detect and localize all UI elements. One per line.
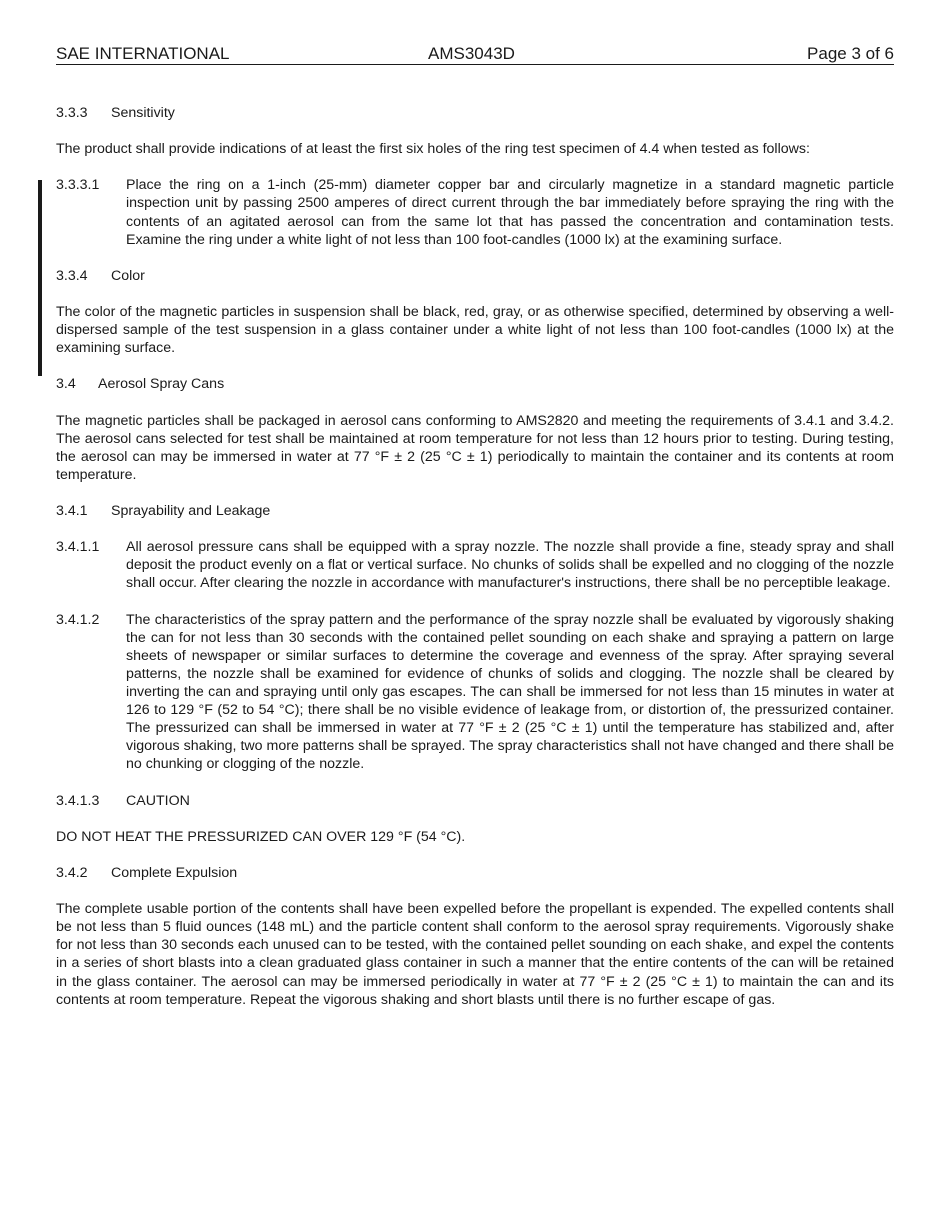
subsection-text: Place the ring on a 1-inch (25-mm) diameter copper bar and circularly magnetize in a standard magnetic particle inspection unit by passing 2500 amperes of direct current through the bar immediately before spraying the ring with the contents of an agitated aerosol can from the same lot that has passed the concentration and contamination tests. Examine the ring under a white light of not less than 100 foot-candles (1000 lx) at the examining surface.	[126, 177, 894, 248]
section-number: 3.4.1	[56, 503, 88, 520]
caution-text: DO NOT HEAT THE PRESSURIZED CAN OVER 129 °F (54 °C).	[56, 828, 466, 845]
subsection-text: The characteristics of the spray pattern and the performance of the spray nozzle shall be evaluated by vigorously shaking the can for not less than 30 seconds with the contained pellet sounding on each shake and spraying a pattern on large sheets of newspaper or similar surfaces to determine the coverage and evenness of the spray. After spraying several patterns, the nozzle shall be examined for evidence of chunks of solids and clogging. The nozzle shall be cleared by inverting the can and spraying until only gas escapes. The can shall be immersed for not less than 15 minutes in water at 126 to 129 °F (52 to 54 °C); there shall be no visible evidence of leakage from, or distortion of, the pressurized container. The pressurized can shall be immersed in water at 77 °F ± 2 (25 °C ± 1) until the temperature has stabilized and, after vigorous shaking, two more patterns shall be sprayed. The spray characteristics shall not have changed and there shall be no chunking or clogging of the nozzle.	[126, 611, 894, 773]
section-heading-3-3-4	[56, 267, 894, 285]
section-heading-3-4-1	[56, 502, 894, 520]
section-number: 3.4.1.1	[56, 539, 100, 556]
section-title: Color	[111, 267, 145, 284]
section-title: Complete Expulsion	[111, 864, 238, 881]
section-number: 3.4.1.2	[56, 611, 100, 628]
section-number: 3.4	[56, 376, 76, 393]
paragraph-3-4: The magnetic particles shall be packaged in aerosol cans conforming to AMS2820 and meeting the requirements of 3.4.1 and 3.4.2. The aerosol cans selected for test shall be maintained at room temperature for not less than 12 hours prior to testing. During testing, the aerosol can may be immersed in water at 77 °F ± 2 (25 °C ± 1) periodically to maintain the container and its contents at room temperature.	[56, 412, 894, 483]
header-document-id: AMS3043D	[428, 44, 515, 63]
section-number: 3.3.3.1	[56, 177, 100, 194]
section-title: Sensitivity	[111, 105, 175, 121]
section-title: Aerosol Spray Cans	[98, 376, 225, 393]
section-number: 3.4.2	[56, 864, 88, 881]
document-body	[56, 104, 894, 1027]
subsection-3-4-1-2	[56, 611, 894, 774]
section-number: 3.3.3	[56, 105, 88, 121]
subsection-3-4-1-1	[56, 538, 894, 592]
header-page-number: Page 3 of 6	[807, 44, 894, 63]
section-title: Sprayability and Leakage	[111, 503, 271, 520]
paragraph-3-4-2: The complete usable portion of the contents shall have been expelled before the propellant is expended. The expelled contents shall be not less than 5 fluid ounces (148 mL) and the particle content shall conform to the aerosol spray requirements. Vigorously shake for not less than 30 seconds each unused can to be tested, with the contained pellet sounding on each shake, and expel the contents in a series of short blasts into a clean graduated glass container in such a manner that the entire contents of the can will be retained in the glass container. The aerosol can may be immersed periodically in water at 77 °F ± 2 (25 °C ± 1) to maintain the can and its contents at room temperature. Repeat the vigorous shaking and short blasts until there is no further escape of gas.	[56, 901, 894, 1008]
section-number: 3.3.4	[56, 267, 88, 284]
section-heading-3-4-1-3	[56, 792, 894, 810]
page-header	[56, 44, 894, 65]
subsection-text: All aerosol pressure cans shall be equipped with a spray nozzle. The nozzle shall provide a fine, steady spray and shall deposit the product evenly on a flat or vertical surface. No chunks of solids shall be expelled and no clogging of the nozzle shall occur. After clearing the nozzle in accordance with manufacturer's instructions, there shall be no perceptible leakage.	[126, 539, 894, 592]
revision-change-bar	[38, 180, 42, 376]
paragraph-3-3-4: The color of the magnetic particles in suspension shall be black, red, gray, or as otherwise specified, determined by observing a well-dispersed sample of the test suspension in a glass container under a white light of not less than 100 foot-candles (1000 lx) at the examining surface.	[56, 304, 894, 357]
section-heading-3-4	[56, 375, 894, 393]
subsection-3-3-3-1	[56, 176, 894, 248]
header-organization: SAE INTERNATIONAL	[56, 44, 230, 63]
paragraph-3-3-3: The product shall provide indications of at least the first six holes of the ring test specimen of 4.4 when tested as follows:	[56, 141, 810, 158]
section-heading-3-3-3	[56, 104, 894, 122]
section-heading-3-4-2	[56, 864, 894, 882]
section-title: CAUTION	[126, 792, 190, 809]
section-number: 3.4.1.3	[56, 792, 100, 809]
